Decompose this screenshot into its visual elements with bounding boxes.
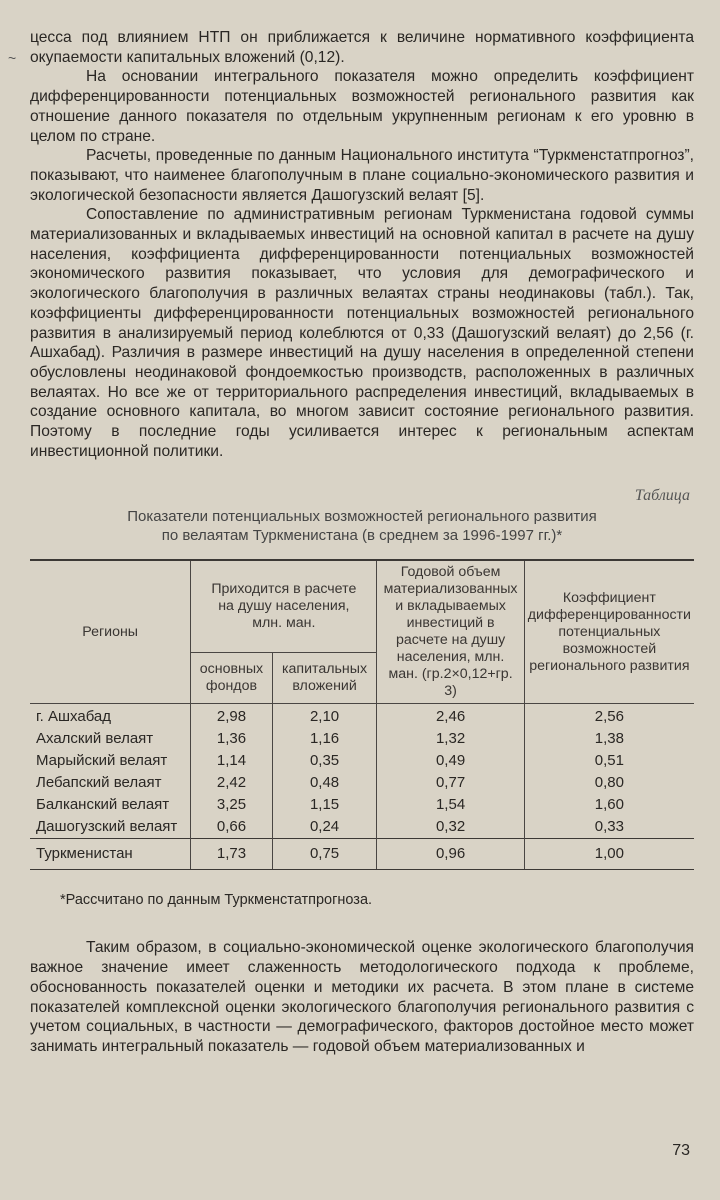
cell-capital-investments: 1,15 <box>272 794 377 816</box>
table-caption-line-2: по велаятам Туркменистана (в среднем за 1996-1997 гг.)* <box>161 527 563 545</box>
table-caption <box>30 507 694 545</box>
cell-fixed-assets: 1,14 <box>191 750 272 772</box>
cell-fixed-assets: 1,36 <box>191 728 272 750</box>
table-row <box>30 772 694 794</box>
cell-coefficient: 1,38 <box>524 728 694 750</box>
margin-pencil-mark: ~ <box>8 50 17 66</box>
paragraph-integral-indicator: На основании интегрального показателя можно определить коэффициент дифференцированности потенциальных возможностей регионального развития как отношение данного показателя по отдельным укрупненным регионам к его уровню в целом по стране. <box>30 68 694 145</box>
cell-coefficient: 2,56 <box>524 704 694 729</box>
cell-capital-investments: 1,16 <box>272 728 377 750</box>
table-footnote: *Рассчитано по данным Туркменстатпрогноза. <box>60 892 373 909</box>
cell-annual-volume: 0,49 <box>377 750 524 772</box>
header-per-capita-group: Приходится в расчете на душу населения, млн. ман. <box>191 560 377 652</box>
table-total-row <box>30 839 694 870</box>
cell-annual-volume: 0,77 <box>377 772 524 794</box>
cell-fixed-assets: 1,73 <box>191 839 272 870</box>
cell-annual-volume: 0,96 <box>377 839 524 870</box>
cell-fixed-assets: 3,25 <box>191 794 272 816</box>
cell-annual-volume: 1,54 <box>377 794 524 816</box>
cell-region: Туркменистан <box>30 839 191 870</box>
cell-capital-investments: 0,35 <box>272 750 377 772</box>
header-fixed-assets: основных фондов <box>191 652 272 704</box>
cell-coefficient: 0,33 <box>524 816 694 839</box>
table-row <box>30 816 694 839</box>
table-row <box>30 704 694 729</box>
cell-coefficient: 0,51 <box>524 750 694 772</box>
cell-region: Дашогузский велаят <box>36 818 178 836</box>
cell-coefficient: 0,80 <box>524 772 694 794</box>
table-row <box>30 794 694 816</box>
cell-fixed-assets: 2,98 <box>191 704 272 729</box>
table-caption-line-1: Показатели потенциальных возможностей регионального развития <box>127 508 597 526</box>
cell-region: Балканский велаят <box>36 796 170 814</box>
page-number: 73 <box>672 1142 690 1159</box>
cell-annual-volume: 1,32 <box>377 728 524 750</box>
cell-region: Лебапский велаят <box>36 774 162 792</box>
header-annual-volume: Годовой объем материализованных и вкладываемых инвестиций в расчете на душу населения, млн. ман. (гр.2×0,12+гр. 3) <box>377 560 524 704</box>
cell-fixed-assets: 2,42 <box>191 772 272 794</box>
cell-annual-volume: 2,46 <box>377 704 524 729</box>
cell-capital-investments: 0,24 <box>272 816 377 839</box>
cell-capital-investments: 0,48 <box>272 772 377 794</box>
cell-region: Марыйский велаят <box>36 752 168 770</box>
cell-coefficient: 1,00 <box>524 839 694 870</box>
paragraph-calculations: Расчеты, проведенные по данным Национального института “Туркменстатпрогноз”, показывают, что наименее благополучным в плане социально-экономического развития и экологической безопасности является Дашогузский велаят [5]. <box>30 147 694 204</box>
cell-coefficient: 1,60 <box>524 794 694 816</box>
header-coefficient: Коэффициент дифференцированности потенциальных возможностей регионального развития <box>524 560 694 704</box>
header-regions: Регионы <box>30 560 191 704</box>
cell-capital-investments: 2,10 <box>272 704 377 729</box>
cell-region: г. Ашхабад <box>36 708 112 726</box>
regional-indicators-table <box>30 559 694 870</box>
paragraph-conclusion: Таким образом, в социально-экономической оценке экологического благополучия важное значение имеет слаженность методологического подхода к проблеме, обоснованность показателей оценки и методики их расчета. В этом плане в системе показателей комплексной оценки экологического благополучия регионального развития с учетом социальных, в частности — демографического, факторов достойное место может занимать интегральный показатель — годовой объем материализованных и <box>30 939 694 1055</box>
cell-region: Ахалский велаят <box>36 730 154 748</box>
cell-fixed-assets: 0,66 <box>191 816 272 839</box>
cell-annual-volume: 0,32 <box>377 816 524 839</box>
header-capital-investments: капитальных вложений <box>272 652 377 704</box>
table-label: Таблица <box>634 487 690 505</box>
table-row <box>30 750 694 772</box>
paragraph-continued: цесса под влиянием НТП он приближается к величине нормативного коэффициента окупаемости капитальных вложений (0,12). <box>30 29 694 66</box>
paragraph-comparison: Сопоставление по административным регионам Туркменистана годовой суммы материализованных и вкладываемых инвестиций на основной капитал в расчете на душу населения, коэффициента дифференцированности потенциальных возможностей экономического развития показывает, что условия для демографического и экологического благополучия в различных велаятах страны неодинаковы (табл.). Так, коэффициенты дифференцированности потенциальных возможностей регионального развития в анализируемый период колеблются от 0,33 (Дашогузский велаят) до 2,56 (г. Ашхабад). Различия в размере инвестиций на душу населения в определенной степени обусловлены неодинаковой фондоемкостью производств, расположенных в различных велаятах. Но все же от территориального распределения инвестиций, вкладываемых в создание основного капитала, во многом зависит состояние регионального развития. Поэтому в последние годы усиливается интерес к региональным аспектам инвестиционной политики. <box>30 206 694 460</box>
cell-capital-investments: 0,75 <box>272 839 377 870</box>
table-row <box>30 728 694 750</box>
